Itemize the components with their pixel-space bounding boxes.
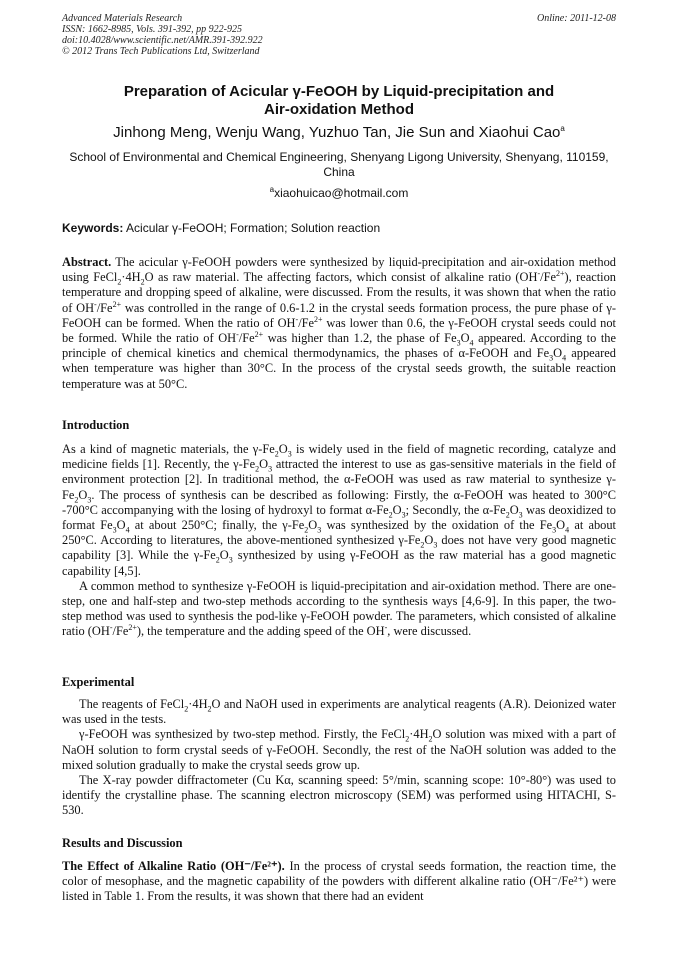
email-superscript: a — [269, 185, 275, 194]
abstract-paragraph: Abstract. The acicular γ-FeOOH powders were synthesized by liquid-precipitation and air-oxidation method using $FeCl_2\cdot 4H_2O$ as raw material. The affecting factors, which consist of alkaline ratio $(OH^-/Fe^{2+})$, reaction temperature and dropping speed of alkaline, were discussed. From the results, it was shown that when the ratio of $OH^-/Fe^{2+}$ was controlled in the range of 0.6-1.2 in the crystal seeds formation process, the pure phase of γ-FeOOH can be formed. When the ratio of $OH^-/Fe^{2+}$ was lower than 0.6, the γ-FeOOH crystal seeds could not be formed. While the ratio of $OH^-/Fe^{2+}$ was higher than 1.2, the phase of $Fe_3O_4$ appeared. According to the principle of chemical kinetics and chemical thermodynamics, the phases of α-FeOOH and $Fe_3O_4$ appeared when temperature was higher than 30°C. In the process of the crystal seeds growth, the suitable reaction temperature was at 50°C. — [62, 255, 617, 391]
doi-line: doi:10.4028/www.scientific.net/AMR.391-392.922 — [62, 35, 263, 46]
email-line — [62, 186, 616, 201]
section-heading-results: Results and Discussion — [62, 836, 183, 850]
section-heading-introduction: Introduction — [62, 418, 130, 432]
affiliation: School of Environmental and Chemical Engineering, Shenyang Ligong University, Shenyang, 110159, China — [69, 150, 609, 179]
publication-header — [62, 13, 616, 57]
paper-title — [62, 83, 616, 119]
authors-text: Jinhong Meng, Wenju Wang, Yuzhuo Tan, Jie Sun and Xiaohui Cao — [113, 124, 561, 141]
experimental-text: The reagents of $FeCl_2\cdot 4H_2O$ and NaOH used in experiments are analytical reagents (A.R). Deionized water was used in the tests. γ-FeOOH was synthesized by two-step method. Firstly, the $FeCl_2\cdot 4H_2O$ solution was mixed with a part of NaOH solution to form crystal seeds of γ-FeOOH. Secondly, the rest of the NaOH solution was added to the mixed solution gradually to make the crystal seeds grow up. The X-ray powder diffractometer (Cu Kα, scanning speed: 5°/min, scanning scope: 10°-80°) was used to identify the crystalline phase. The scanning electron microscopy (SEM) was performed using HITACHI, S-530. — [62, 697, 616, 818]
introduction-text: As a kind of magnetic materials, the $\gamma-Fe_2O_3$ is widely used in the field of magnetic recording, catalyze and medicine fields [1]. Recently, the $\gamma-Fe_2O_3$ attracted the interest to use as gas-sensitive materials in the field of environment protection [2]. In traditional method, the α-FeOOH was used as raw material to synthesize $\gamma-Fe_2O_3$. The process of synthesis can be described as following: Firstly, the α-FeOOH was heated to 300°C -700°C accompanying with the losing of hydroxyl to format $\alpha-Fe_2O_3$; Secondly, the $\alpha-Fe_2O_3$ was deoxidized to format $Fe_3O_4$ at about 250°C; finally, the $\gamma-Fe_2O_3$ was synthesized by the oxidation of the $Fe_3O_4$ at about 250°C. According to literatures, the above-mentioned synthesized $\gamma-Fe_2O_3$ does not have very good magnetic capability [3]. While the $\gamma-Fe_2O_3$ synthesized by using γ-FeOOH as the raw material has a good magnetic capability [4,5]. A common method to synthesize γ-FeOOH is liquid-precipitation and air-oxidation method. There are one-step, one and half-step and two-step methods according to the synthesis ways [4,6-9]. In this paper, the two-step method was used to synthesis the pod-like γ-FeOOH powder. The parameters, which consisted of alkaline ratio $(OH^-/Fe^{2+})$, the temperature and the adding speed of the OH-, were discussed. — [62, 442, 616, 639]
email-address[interactable]: xiaohuicao@hotmail.com — [274, 186, 409, 200]
title-line-2: Air-oxidation Method — [264, 101, 414, 118]
online-date: Online: 2011-12-08 — [537, 13, 616, 24]
author-list — [62, 124, 616, 142]
keywords-text: Acicular γ-FeOOH; Formation; Solution reaction — [126, 221, 381, 235]
abstract-label: Abstract. — [62, 255, 112, 269]
keywords-line — [62, 221, 616, 236]
results-text — [62, 859, 616, 905]
results-paragraph: In the process of crystal seeds formation, the reaction time, the color of mesophase, and the magnetic capability of the powders with different alkaline ratio (OH⁻/Fe²⁺) were listed in Table 1. From the results, it was shown that there had an evident — [62, 859, 616, 904]
author-superscript: a — [560, 124, 565, 133]
journal-name: Advanced Materials Research — [62, 13, 183, 24]
keywords-label: Keywords: — [62, 221, 124, 235]
copyright-line: © 2012 Trans Tech Publications Ltd, Switzerland — [62, 46, 260, 57]
issn-line: ISSN: 1662-8985, Vols. 391-392, pp 922-925 — [62, 24, 242, 35]
title-line-1: Preparation of Acicular γ-FeOOH by Liquid-precipitation and — [123, 83, 555, 100]
section-heading-experimental: Experimental — [62, 675, 135, 689]
results-subheading: The Effect of Alkaline Ratio (OH⁻/Fe²⁺). — [62, 859, 285, 873]
